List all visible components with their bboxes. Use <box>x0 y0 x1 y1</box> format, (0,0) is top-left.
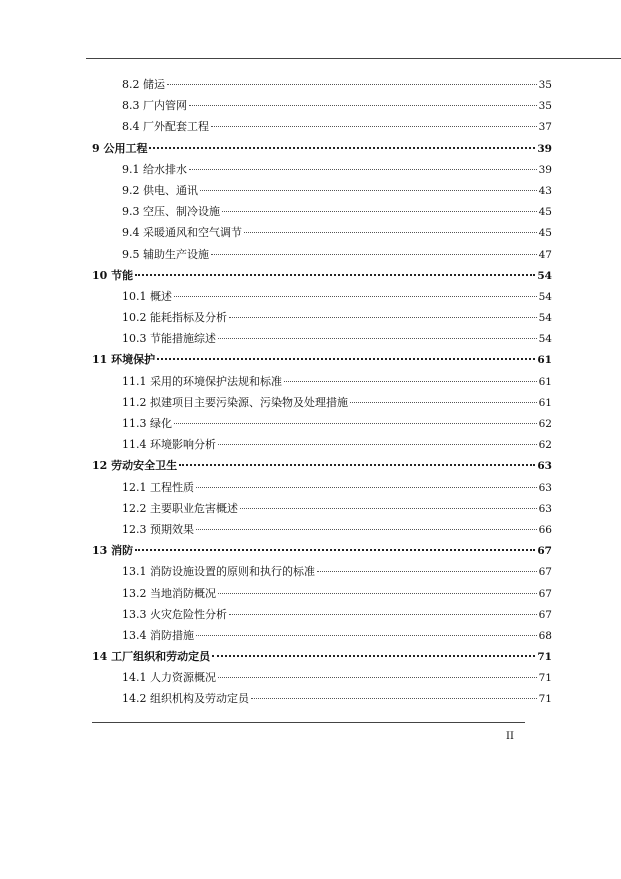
toc-entry-title: 13 消防 <box>92 544 134 558</box>
toc-dot-leader <box>229 614 537 615</box>
toc-dot-leader <box>196 529 537 530</box>
toc-section-entry[interactable] <box>92 159 552 180</box>
toc-entry-page: 54 <box>538 333 552 346</box>
toc-dot-leader <box>211 254 537 255</box>
toc-entry-page: 45 <box>538 206 552 219</box>
toc-entry-page: 43 <box>538 184 552 197</box>
toc-dot-leader <box>135 549 535 551</box>
toc-section-entry[interactable] <box>92 561 552 582</box>
toc-entry-title: 12.2 主要职业危害概述 <box>122 501 238 515</box>
toc-section-entry[interactable] <box>92 201 552 222</box>
toc-section-entry[interactable] <box>92 434 552 455</box>
toc-chapter-entry[interactable] <box>92 265 552 286</box>
toc-dot-leader <box>350 402 537 403</box>
toc-chapter-entry[interactable] <box>92 646 552 667</box>
toc-entry-title: 13.3 火灾危险性分析 <box>122 607 227 621</box>
header-rule <box>86 58 621 59</box>
toc-dot-leader <box>251 698 537 699</box>
toc-entry-title: 10.3 节能措施综述 <box>122 332 216 346</box>
toc-entry-title: 8.4 厂外配套工程 <box>122 120 209 134</box>
toc-entry-title: 10.1 概述 <box>122 289 172 303</box>
toc-entry-title: 9.1 给水排水 <box>122 162 187 176</box>
toc-entry-title: 11.2 拟建项目主要污染源、污染物及处理措施 <box>122 395 348 409</box>
toc-entry-page: 39 <box>537 142 552 155</box>
toc-entry-page: 61 <box>537 354 552 367</box>
toc-dot-leader <box>317 571 537 572</box>
toc-entry-page: 63 <box>538 502 552 515</box>
toc-entry-page: 35 <box>538 79 552 91</box>
toc-section-entry[interactable] <box>92 392 552 413</box>
toc-entry-title: 9.4 采暖通风和空气调节 <box>122 226 242 240</box>
toc-entry-title: 9 公用工程 <box>92 141 148 155</box>
toc-entry-title: 9.5 辅助生产设施 <box>122 247 209 261</box>
toc-entry-page: 47 <box>538 248 552 261</box>
toc-section-entry[interactable] <box>92 222 552 243</box>
toc-dot-leader <box>189 169 537 170</box>
toc-entry-page: 71 <box>538 672 552 685</box>
toc-section-entry[interactable] <box>92 180 552 201</box>
toc-entry-title: 11.3 绿化 <box>122 417 172 430</box>
toc-dot-leader <box>229 317 537 318</box>
toc-dot-leader <box>179 464 535 466</box>
toc-dot-leader <box>218 593 537 594</box>
toc-section-entry[interactable] <box>92 604 552 625</box>
toc-dot-leader <box>149 147 535 149</box>
toc-entry-page: 71 <box>538 693 552 706</box>
toc-section-entry[interactable] <box>92 95 552 116</box>
toc-entry-page: 67 <box>538 587 552 600</box>
toc-entry-page: 67 <box>537 545 552 558</box>
toc-entry-page: 71 <box>537 651 552 664</box>
toc-chapter-entry[interactable] <box>92 349 552 370</box>
toc-dot-leader <box>211 126 537 127</box>
toc-entry-page: 63 <box>537 460 552 473</box>
toc-entry-page: 39 <box>538 163 552 176</box>
toc-dot-leader <box>212 655 535 657</box>
toc-section-entry[interactable] <box>92 244 552 265</box>
toc-section-entry[interactable] <box>92 413 552 434</box>
toc-dot-leader <box>222 211 537 212</box>
toc-entry-page: 62 <box>538 439 552 452</box>
toc-dot-leader <box>244 232 537 233</box>
toc-dot-leader <box>157 358 535 360</box>
toc-entry-page: 68 <box>538 629 552 642</box>
toc-section-entry[interactable] <box>92 477 552 498</box>
toc-entry-title: 14 工厂组织和劳动定员 <box>92 650 211 664</box>
toc-dot-leader <box>174 296 537 297</box>
toc-entry-page: 67 <box>538 608 552 621</box>
toc-entry-page: 67 <box>538 566 552 579</box>
toc-entry-title: 14.2 组织机构及劳动定员 <box>122 692 249 706</box>
table-of-contents <box>92 74 552 710</box>
toc-entry-title: 10 节能 <box>92 268 134 282</box>
toc-dot-leader <box>284 381 537 382</box>
toc-section-entry[interactable] <box>92 625 552 646</box>
toc-section-entry[interactable] <box>92 371 552 392</box>
toc-dot-leader <box>135 274 535 276</box>
toc-chapter-entry[interactable] <box>92 138 552 159</box>
toc-dot-leader <box>218 444 537 445</box>
toc-dot-leader <box>189 105 537 106</box>
toc-entry-page: 66 <box>538 523 552 536</box>
toc-entry-page: 54 <box>537 269 552 282</box>
toc-dot-leader <box>240 508 537 509</box>
toc-entry-title: 14.1 人力资源概况 <box>122 671 216 685</box>
toc-section-entry[interactable] <box>92 307 552 328</box>
toc-entry-title: 13.4 消防措施 <box>122 628 194 642</box>
page-number: II <box>506 731 514 742</box>
toc-entry-title: 11.1 采用的环境保护法规和标准 <box>122 374 282 388</box>
toc-entry-page: 62 <box>538 418 552 430</box>
toc-section-entry[interactable] <box>92 688 552 709</box>
toc-dot-leader <box>196 487 537 488</box>
toc-section-entry[interactable] <box>92 116 552 137</box>
toc-entry-page: 37 <box>538 121 552 134</box>
toc-entry-page: 35 <box>538 100 552 113</box>
toc-dot-leader <box>167 84 537 85</box>
toc-section-entry[interactable] <box>92 583 552 604</box>
toc-dot-leader <box>218 338 537 339</box>
toc-entry-title: 12 劳动安全卫生 <box>92 459 178 473</box>
toc-entry-title: 12.3 预期效果 <box>122 522 194 536</box>
toc-entry-page: 63 <box>538 481 552 494</box>
toc-dot-leader <box>200 190 537 191</box>
toc-section-entry[interactable] <box>92 498 552 519</box>
toc-entry-page: 54 <box>538 290 552 303</box>
toc-entry-title: 12.1 工程性质 <box>122 480 194 494</box>
footer-rule <box>92 722 525 723</box>
toc-entry-page: 61 <box>538 375 552 388</box>
toc-chapter-entry[interactable] <box>92 455 552 476</box>
toc-entry-page: 54 <box>538 312 552 325</box>
toc-entry-title: 9.2 供电、通讯 <box>122 183 198 197</box>
toc-entry-title: 13.2 当地消防概况 <box>122 586 216 600</box>
toc-section-entry[interactable] <box>92 519 552 540</box>
toc-dot-leader <box>218 677 537 678</box>
toc-entry-title: 8.3 厂内管网 <box>122 99 187 113</box>
toc-entry-title: 10.2 能耗指标及分析 <box>122 311 227 325</box>
toc-section-entry[interactable] <box>92 667 552 688</box>
toc-section-entry[interactable] <box>92 328 552 349</box>
toc-section-entry[interactable] <box>92 74 552 95</box>
toc-entry-title: 11 环境保护 <box>92 353 156 367</box>
toc-section-entry[interactable] <box>92 286 552 307</box>
toc-chapter-entry[interactable] <box>92 540 552 561</box>
toc-entry-title: 11.4 环境影响分析 <box>122 438 216 452</box>
toc-entry-title: 13.1 消防设施设置的原则和执行的标准 <box>122 565 315 579</box>
toc-dot-leader <box>174 423 537 424</box>
toc-dot-leader <box>196 635 537 636</box>
toc-entry-page: 61 <box>538 396 552 409</box>
toc-entry-title: 8.2 储运 <box>122 78 165 91</box>
toc-entry-title: 9.3 空压、制冷设施 <box>122 205 220 219</box>
toc-entry-page: 45 <box>538 227 552 240</box>
